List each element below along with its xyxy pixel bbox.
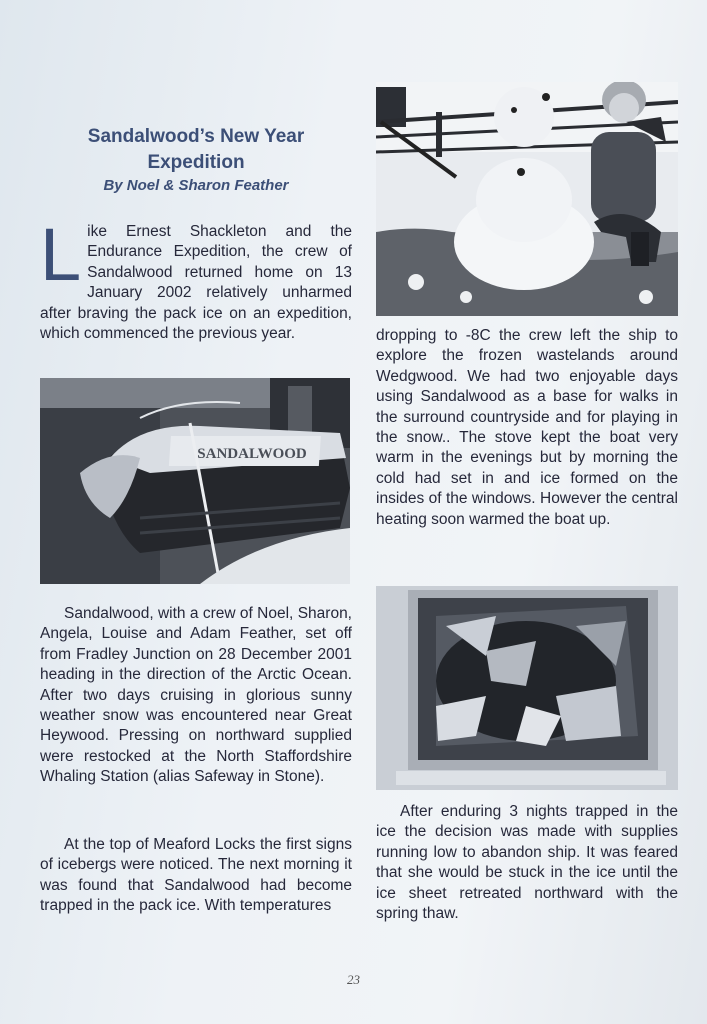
boat-in-ice-photo xyxy=(40,378,350,584)
article-byline: By Noel & Sharon Feather xyxy=(103,177,289,194)
left-paragraph-2: At the top of Meaford Locks the first signs of icebergs were noticed. The next morning it was found that Sandalwood had become trapped in the pack ice. With temperatures xyxy=(40,836,352,915)
title-line-2: Expedition xyxy=(147,152,245,173)
intro-text: ike Ernest Shackleton and the Endurance Expedition, the crew of Sandalwood returned home on 13 January 2002 relatively unharmed after braving the pack ice on an expedition, which commenced the previous year. xyxy=(40,223,352,343)
snowman-photo-graphic xyxy=(376,82,678,316)
snowman-photo xyxy=(376,82,678,316)
drop-cap: L xyxy=(40,213,82,296)
right-paragraph-2: After enduring 3 nights trapped in the ice the decision was made with supplies running low to abandon ship. It was feared that she would be stuck in the ice until the ice sheet retreated northward with the spring thaw. xyxy=(376,803,678,923)
broken-ice-photo xyxy=(376,586,678,790)
title-line-1: Sandalwood’s New Year xyxy=(87,126,305,147)
intro-paragraph xyxy=(40,213,352,362)
page-number: 23 xyxy=(347,972,360,987)
ice-photo-graphic xyxy=(376,586,678,790)
article-title xyxy=(36,124,356,176)
boat-photo-graphic xyxy=(40,378,350,584)
right-paragraph-1: dropping to -8C the crew left the ship to explore the frozen wastelands around Wedgwood. We had two enjoyable days using Sandalwood as a base for walks in the surround countryside and for playing in the snow.. The stove kept the boat very warm in the evenings but by morning the cold had set in and ice formed on the insides of the windows. However the central heating soon warmed the boat up. xyxy=(376,327,678,528)
left-paragraph-1: Sandalwood, with a crew of Noel, Sharon, Angela, Louise and Adam Feather, set off from Fradley Junction on 28 December 2001 heading in the direction of the Arctic Ocean. After two days cruising in glorious sunny weather snow was encountered near Great Heywood. Pressing on northward supplied were restocked at the North Staffordshire Whaling Station (alias Safeway in Stone). xyxy=(40,605,352,786)
boat-name-sign: SANDALWOOD xyxy=(197,446,307,462)
